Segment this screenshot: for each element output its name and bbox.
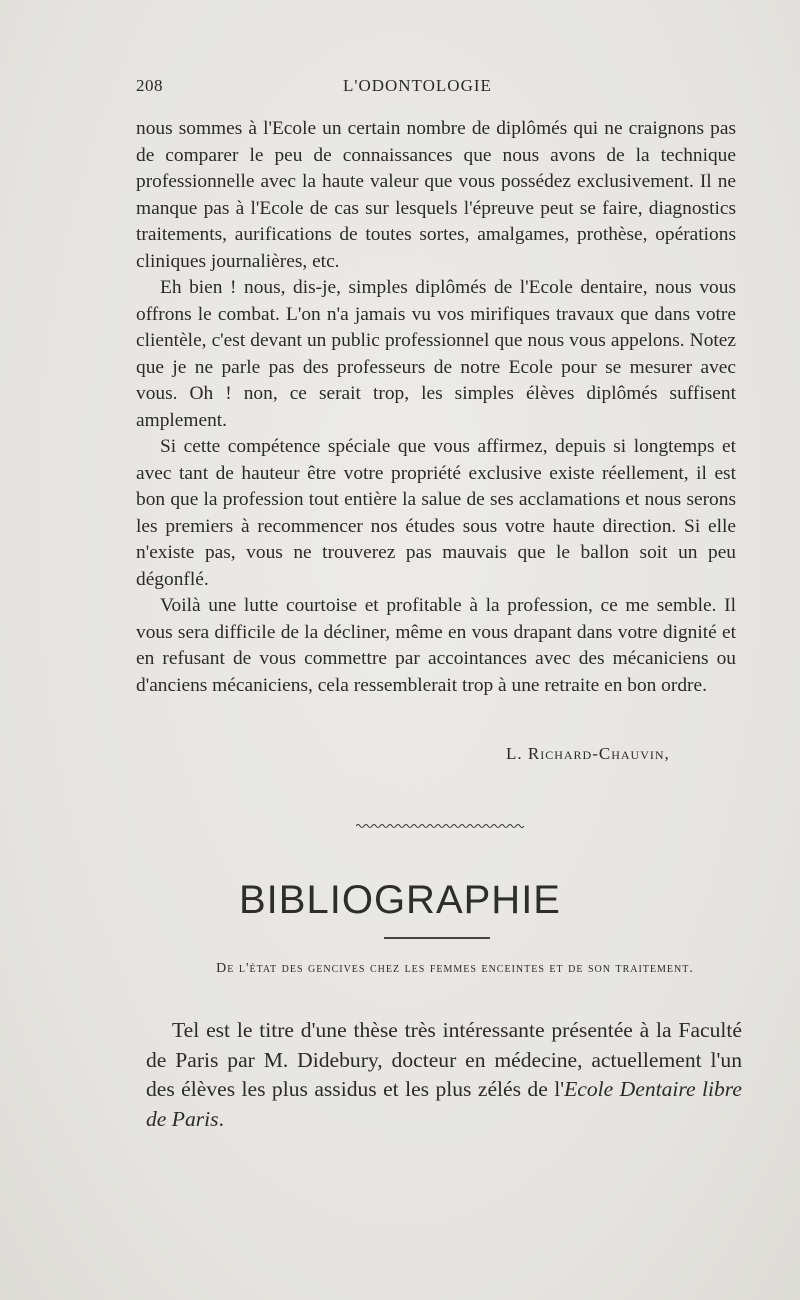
journal-title: L'ODONTOLOGIE (343, 76, 492, 95)
article-body (136, 116, 736, 699)
article-paragraph: Eh bien ! nous, dis-je, simples diplômés de l'Ecole dentaire, nous vous offrons le combat. L'on n'a jamais vu vos mirifiques travaux que dans votre clientèle, c'est devant un public professionnel que nous vous appelons. Notez que je ne parle pas des professeurs de notre Ecole pour se mesurer avec vous. Oh ! non, ce serait trop, les simples élèves diplômés suffisent amplement. (136, 277, 736, 431)
article-paragraph: nous sommes à l'Ecole un certain nombre de diplômés qui ne craignons pas de comparer le peu de connaissances que nous avons de la technique professionnelle avec la haute valeur que vous possédez exclusivement. Il ne manque pas à l'Ecole de cas sur lesquels l'épreuve peut se faire, diagnostics traitements, aurifications de toutes sortes, amalgames, prothèse, opérations cliniques journalières, etc. (136, 118, 736, 272)
bibliography-text: Tel est le titre d'une thèse très intéressante présentée à la Faculté de Paris par M. Didebury, docteur en médecine, actuellement l'un des élèves les plus assidus et les plus zélés de l' (146, 1018, 742, 1101)
section-title: BIBLIOGRAPHIE (239, 878, 561, 922)
school-name-italic: Ecole Dentaire libre de Paris (146, 1077, 742, 1131)
title-rule-divider (384, 937, 490, 939)
bibliography-text-end: . (218, 1106, 224, 1131)
running-head (136, 76, 736, 100)
bibliography-body (146, 1016, 742, 1134)
thesis-title: De l'état des gencives chez les femmes enceintes et de son traitement. (216, 961, 694, 976)
wavy-separator-ornament (356, 822, 524, 830)
author-signature: L. Richard-Chauvin, (506, 744, 670, 763)
article-paragraph: Voilà une lutte courtoise et profitable à la profession, ce me semble. Il vous sera difficile de la décliner, même en vous drapant dans votre dignité et en refusant de vous commettre par accointances avec des mécaniciens ou d'anciens mécaniciens, cela ressemblerait trop à une retraite en bon ordre. (136, 595, 736, 696)
article-paragraph: Si cette compétence spéciale que vous affirmez, depuis si longtemps et avec tant de hauteur être votre propriété exclusive existe réellement, il est bon que la profession tout entière la salue de ses acclamations et nous serons les premiers à recommencer nos études sous votre haute direction. Si elle n'existe pas, vous ne trouverez pas mauvais que le ballon soit un peu dégonflé. (136, 436, 736, 590)
bibliography-paragraph (146, 1016, 742, 1134)
page-number: 208 (136, 76, 163, 95)
